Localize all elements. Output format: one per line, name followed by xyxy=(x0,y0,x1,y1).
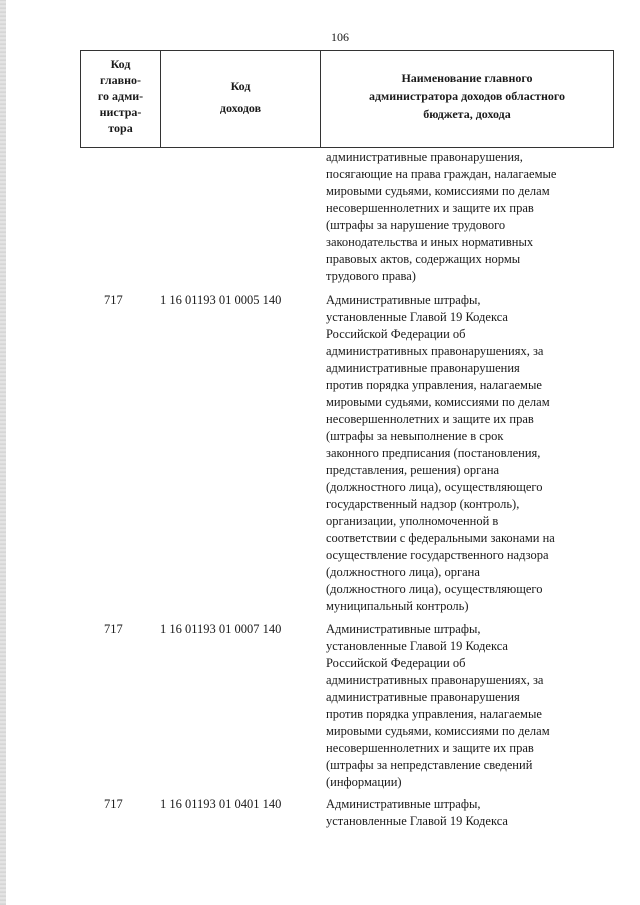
header-admin-code-line: главно- xyxy=(100,73,141,87)
row-line: административных правонарушениях, за xyxy=(326,344,544,358)
row-line: административные правонарушения xyxy=(326,361,520,375)
header-admin-code-line: го адми- xyxy=(97,89,144,103)
row-line: (должностного лица), осуществляющего xyxy=(326,480,543,494)
row-line: (штрафы за непредставление сведений xyxy=(326,758,533,772)
row-line: против порядка управления, налагаемые xyxy=(326,378,542,392)
header-income-code xyxy=(161,51,321,147)
table-header xyxy=(80,50,614,148)
row-line: (информации) xyxy=(326,775,402,789)
continuation-line: законодательства и иных нормативных xyxy=(326,235,534,249)
header-income-code-line: доходов xyxy=(219,101,262,115)
header-name xyxy=(321,51,613,147)
header-admin-code-line: Код xyxy=(110,57,131,71)
continuation-line: правовых актов, содержащих нормы xyxy=(326,252,521,266)
row-line: установленные Главой 19 Кодекса xyxy=(326,310,508,324)
continuation-line: мировыми судьями, комиссиями по делам xyxy=(326,184,550,198)
row-line: Административные штрафы, xyxy=(326,622,481,636)
continuation-line: административные правонарушения, xyxy=(326,150,523,164)
row-line: мировыми судьями, комиссиями по делам xyxy=(326,724,550,738)
row-line: осуществление государственного надзора xyxy=(326,548,549,562)
row-line: организации, уполномоченной в xyxy=(326,514,499,528)
row-line: соответствии с федеральными законами на xyxy=(326,531,555,545)
row-line: законного предписания (постановления, xyxy=(326,446,541,460)
header-income-code-line: Код xyxy=(230,79,251,93)
continuation-line: несовершеннолетних и защите их прав xyxy=(326,201,534,215)
header-name-line: бюджета, дохода xyxy=(423,107,511,121)
admin-code: 717 xyxy=(104,797,123,811)
row-line: (должностного лица), осуществляющего xyxy=(326,582,543,596)
continuation-line: посягающие на права граждан, налагаемые xyxy=(326,167,557,181)
row-line: Административные штрафы, xyxy=(326,797,481,811)
row-line: Российской Федерации об xyxy=(326,327,466,341)
row-line: Административные штрафы, xyxy=(326,293,481,307)
row-line: Российской Федерации об xyxy=(326,656,466,670)
row-line: (штрафы за невыполнение в срок xyxy=(326,429,504,443)
continuation-line: (штрафы за нарушение трудового xyxy=(326,218,506,232)
header-name-line: администратора доходов областного xyxy=(368,89,566,103)
row-line: административные правонарушения xyxy=(326,690,520,704)
page-number: 106 xyxy=(331,30,349,44)
scan-edge xyxy=(0,0,6,905)
income-code: 1 16 01193 01 0007 140 xyxy=(160,622,282,636)
header-admin-code-line: тора xyxy=(108,121,133,135)
row-line: представления, решения) органа xyxy=(326,463,500,477)
row-line: административных правонарушениях, за xyxy=(326,673,544,687)
continuation-line: трудового права) xyxy=(326,269,416,283)
row-line: установленные Главой 19 Кодекса xyxy=(326,639,508,653)
row-line: (должностного лица), органа xyxy=(326,565,480,579)
row-line: установленные Главой 19 Кодекса xyxy=(326,814,508,828)
header-name-line: Наименование главного xyxy=(401,71,533,85)
income-code: 1 16 01193 01 0401 140 xyxy=(160,797,282,811)
header-admin-code-line: нистра- xyxy=(99,105,142,119)
admin-code: 717 xyxy=(104,622,123,636)
row-line: государственный надзор (контроль), xyxy=(326,497,520,511)
income-code: 1 16 01193 01 0005 140 xyxy=(160,293,282,307)
row-line: муниципальный контроль) xyxy=(326,599,469,613)
row-line: против порядка управления, налагаемые xyxy=(326,707,542,721)
header-admin-code xyxy=(81,51,161,147)
row-line: несовершеннолетних и защите их прав xyxy=(326,412,534,426)
row-line: мировыми судьями, комиссиями по делам xyxy=(326,395,550,409)
admin-code: 717 xyxy=(104,293,123,307)
row-line: несовершеннолетних и защите их прав xyxy=(326,741,534,755)
